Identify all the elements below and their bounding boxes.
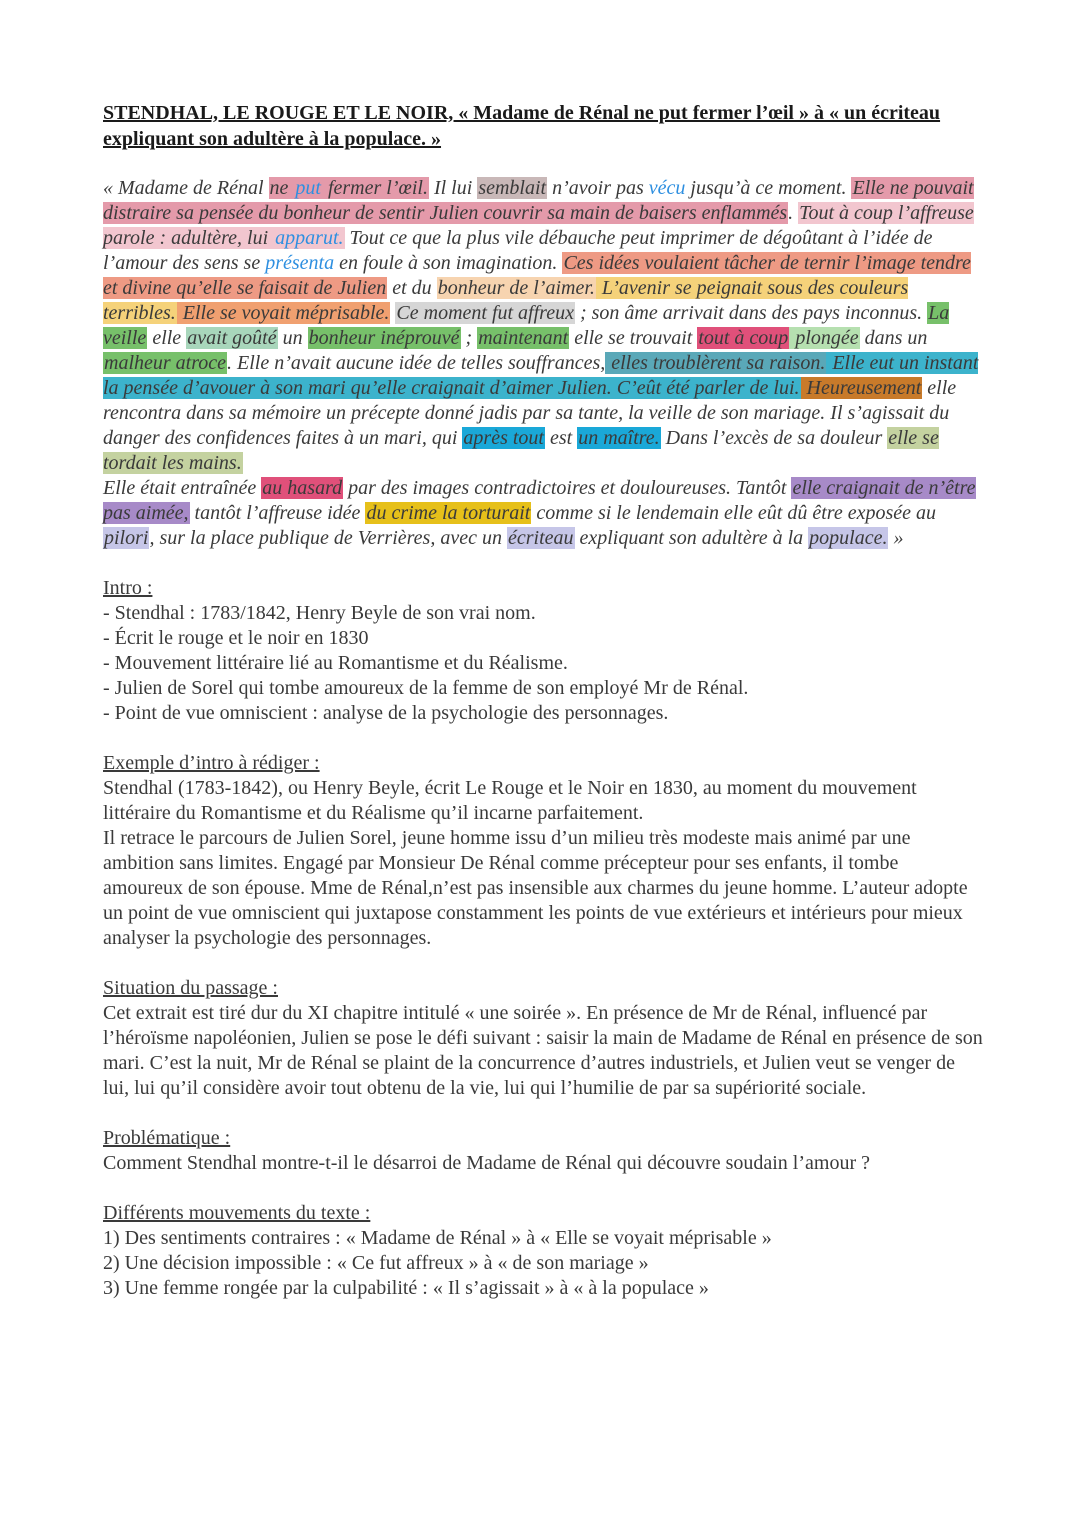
highlight-grey: semblait xyxy=(478,177,547,199)
highlight-pink: fermer l’œil. xyxy=(322,177,428,199)
text-segment: » xyxy=(888,527,904,549)
highlight-green: malheur atroce xyxy=(104,352,227,374)
mouvements-title: Différents mouvements du texte : xyxy=(103,1202,371,1224)
problematique-text: Comment Stendhal montre-t-il le désarroi de Madame de Rénal qui découvre soudain l’amour ? xyxy=(103,1152,870,1174)
text-segment: un xyxy=(277,327,308,349)
passage-paragraph-2 xyxy=(103,476,983,551)
text-segment: . xyxy=(788,202,799,224)
passage-paragraph-1 xyxy=(103,176,983,476)
text-segment: dans un xyxy=(859,327,928,349)
highlight-mint: avait goûté xyxy=(187,327,277,349)
intro-list xyxy=(103,601,983,726)
mouvements-list xyxy=(103,1226,983,1301)
text-segment: . Elle n’avait aucune idée de telles souffrances, xyxy=(227,352,606,374)
highlight-pink: ne xyxy=(269,177,294,199)
highlight-green: La veille xyxy=(103,302,950,349)
list-item: - Stendhal : 1783/1842, Henry Beyle de son vrai nom. xyxy=(103,602,536,624)
text-segment: elle rencontra dans sa mémoire un précepte donné jadis par sa tante, la veille de son mariage. Il s’agissait du danger des confidences faites à un mari, qui xyxy=(103,377,957,449)
problematique-section xyxy=(103,1126,983,1176)
list-item: 3) Une femme rongée par la culpabilité : « Il s’agissait » à « à la populace » xyxy=(103,1277,709,1299)
text-segment: tantôt l’affreuse idée xyxy=(189,502,366,524)
highlight-light-green: plongée xyxy=(790,327,859,349)
highlight-deep-cyan: un maître. xyxy=(578,427,660,449)
text-segment: ; son âme arrivait dans des pays inconnus. xyxy=(574,302,928,324)
mouvements-section xyxy=(103,1201,983,1301)
exemple-section xyxy=(103,751,983,951)
highlight-salmon: Ces idées voulaient tâcher de ternir l’image tendre et divine qu’elle se faisait de Julien xyxy=(103,252,971,299)
text-segment: , sur la place publique de Verrières, avec un xyxy=(149,527,507,549)
text-segment: par des images contradictoires et douloureuses. Tantôt xyxy=(343,477,792,499)
text-segment: Tout ce que la plus vile débauche peut imprimer de dégoûtant à l’idée de l’amour des sens se xyxy=(103,227,933,274)
highlight-cyan: Elle eut un instant la pensée d’avouer à son mari qu’elle craignait d’aimer Julien. C’eût été parler de lui. xyxy=(103,352,979,399)
intro-title: Intro : xyxy=(103,577,153,599)
highlight-lavender: écriteau xyxy=(507,527,574,549)
exemple-paragraph-1: Stendhal (1783-1842), ou Henry Beyle, écrit Le Rouge et le Noir en 1830, au moment du mouvement littéraire du Romantisme et du Réalisme qu’il incarne parfaitement. xyxy=(103,777,917,824)
text-segment: « Madame de Rénal xyxy=(103,177,269,199)
text-segment: est xyxy=(544,427,578,449)
list-item: 1) Des sentiments contraires : « Madame de Rénal » à « Elle se voyait méprisable » xyxy=(103,1227,772,1249)
highlight-olive: elle se tordait les mains. xyxy=(103,427,939,474)
highlight-light-pink-blue-text: apparut. xyxy=(275,227,344,249)
intro-section xyxy=(103,576,983,726)
text-segment: en foule à son imagination. xyxy=(334,252,563,274)
blue-text: vécu xyxy=(648,177,686,199)
highlight-magenta: tout à coup xyxy=(698,327,789,349)
text-segment: Elle était entraînée xyxy=(103,477,262,499)
situation-section xyxy=(103,976,983,1101)
document-title: STENDHAL, LE ROUGE ET LE NOIR, « Madame de Rénal ne put fermer l’œil » à « un écriteau expliquant son adultère à la populace. » xyxy=(103,102,941,150)
list-item: - Écrit le rouge et le noir en 1830 xyxy=(103,627,369,649)
document-page xyxy=(103,100,983,1301)
text-segment: elle xyxy=(147,327,187,349)
highlight-light-grey: Ce moment fut affreux xyxy=(396,302,574,324)
highlight-purple: elle craignait de n’être pas aimée, xyxy=(103,477,976,524)
text-segment: Il lui xyxy=(428,177,478,199)
highlight-magenta: au hasard xyxy=(262,477,343,499)
exemple-paragraph-2: Il retrace le parcours de Julien Sorel, jeune homme issu d’un milieu très modeste mais animé par une ambition sans limites. Engagé par Monsieur De Rénal comme précepteur pour ses enfants, il tombe amoureux de son épouse. Mme de Rénal,n’est pas insensible aux charmes du jeune homme. L’auteur adopte un point de vue omniscient qui juxtapose constamment les points de vue extérieurs et intérieurs pour mieux analyser la psychologie des personnages. xyxy=(103,827,968,949)
passage xyxy=(103,176,983,551)
text-segment: et du xyxy=(387,277,437,299)
text-segment: elle se trouvait xyxy=(569,327,698,349)
text-segment: Dans l’excès de sa douleur xyxy=(660,427,888,449)
list-item: - Julien de Sorel qui tombe amoureux de la femme de son employé Mr de Rénal. xyxy=(103,677,749,699)
list-item: 2) Une décision impossible : « Ce fut affreux » à « de son mariage » xyxy=(103,1252,649,1274)
text-segment: expliquant son adultère à la xyxy=(574,527,809,549)
text-segment: jusqu’à ce moment. xyxy=(685,177,852,199)
highlight-deep-cyan: après tout xyxy=(463,427,544,449)
highlight-pink: Elle ne pouvait distraire sa pensée du bonheur de sentir Julien couvrir sa main de baisers enflammés xyxy=(103,177,974,224)
text-segment: n’avoir pas xyxy=(547,177,649,199)
highlight-yellow: L’avenir se peignait sous des couleurs terribles. xyxy=(103,277,909,324)
highlight-gold: du crime la torturait xyxy=(366,502,531,524)
text-segment: ; xyxy=(460,327,478,349)
exemple-title: Exemple d’intro à rédiger : xyxy=(103,752,320,774)
highlight-pink-blue-text: put xyxy=(295,177,321,199)
situation-text: Cet extrait est tiré dur du XI chapitre intitulé « une soirée ». En présence de Mr de Rénal, influencé par l’héroïsme napoléonien, Julien se pose le défi suivant : saisir la main de Madame de Rénal en présence de son mari. C’est la nuit, Mr de Rénal se plaint de la concurrence d’autres industriels, et Julien veut se venger de lui, lui qu’il considère avoir tout obtenu de la vie, lui qui l’humilie de par sa supériorité sociale. xyxy=(103,1002,983,1099)
highlight-lavender: pilori xyxy=(104,527,149,549)
highlight-light-pink: Tout à coup l’affreuse parole : adultère, lui xyxy=(103,202,974,249)
situation-title: Situation du passage : xyxy=(103,977,278,999)
highlight-peach: bonheur de l’aimer. xyxy=(437,277,595,299)
list-item: - Point de vue omniscient : analyse de la psychologie des personnages. xyxy=(103,702,669,724)
highlight-green: maintenant xyxy=(478,327,569,349)
highlight-teal: elles troublèrent sa raison. xyxy=(606,352,826,374)
highlight-lavender: populace. xyxy=(809,527,888,549)
highlight-green: bonheur inéprouvé xyxy=(308,327,460,349)
problematique-title: Problématique : xyxy=(103,1127,231,1149)
blue-text: présenta xyxy=(265,252,335,274)
highlight-orange: Elle se voyait méprisable. xyxy=(177,302,390,324)
text-segment: comme si le lendemain elle eût dû être exposée au xyxy=(531,502,936,524)
highlight-brown: Heureusement xyxy=(801,377,922,399)
list-item: - Mouvement littéraire lié au Romantisme et du Réalisme. xyxy=(103,652,568,674)
